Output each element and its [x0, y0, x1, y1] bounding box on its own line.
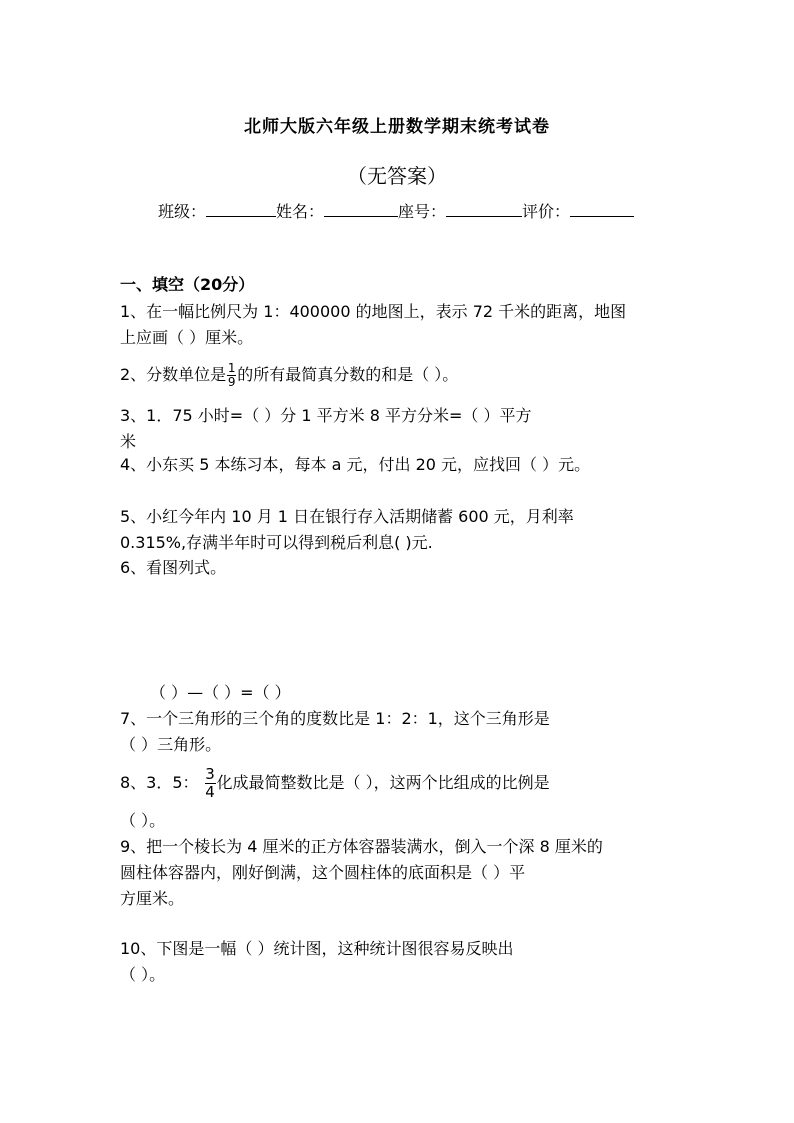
fraction-numerator: 3	[205, 765, 215, 783]
fraction-circles-figure	[0, 585, 794, 675]
question-1-line-2: 上应画（ ）厘米。	[120, 328, 254, 347]
question-2-before: 2、分数单位是	[120, 365, 227, 384]
name-field[interactable]	[324, 200, 398, 217]
seat-label: 座号：	[398, 202, 447, 221]
question-8-line-2: （ ）。	[120, 811, 166, 830]
score-field[interactable]	[570, 200, 634, 217]
question-5-line-2: 0.315%,存满半年时可以得到税后利息( )元.	[120, 533, 433, 552]
question-3-line-1: 3、1．75 小时=（ ）分 1 平方米 8 平方分米=（ ）平方	[120, 406, 532, 425]
fraction-denominator: 9	[227, 375, 236, 389]
question-10-line-2: （ ）。	[120, 965, 166, 984]
question-10-line-1: 10、下图是一幅（ ）统计图，这种统计图很容易反映出	[120, 939, 514, 958]
student-info-row	[158, 199, 634, 225]
class-field[interactable]	[206, 200, 276, 217]
question-6: 6、看图列式。	[120, 558, 227, 577]
class-label: 班级：	[158, 202, 207, 221]
question-9-line-1: 9、把一个棱长为 4 厘米的正方体容器装满水，倒入一个深 8 厘米的	[120, 837, 603, 856]
question-3-line-2: 米	[120, 432, 137, 451]
score-label: 评价：	[522, 202, 571, 221]
question-2	[120, 362, 458, 389]
name-label: 姓名：	[276, 202, 325, 221]
question-7-line-1: 7、一个三角形的三个角的度数比是 1：2：1，这个三角形是	[120, 709, 550, 728]
question-9-line-2: 圆柱体容器内，刚好倒满，这个圆柱体的底面积是（ ）平	[120, 863, 526, 882]
fraction-numerator: 1	[227, 361, 236, 375]
fraction-denominator: 4	[205, 783, 215, 801]
question-4: 4、小东买 5 本练习本，每本 a 元，付出 20 元，应找回（ ）元。	[120, 455, 591, 474]
page-subtitle: （无答案）	[347, 164, 447, 188]
question-9-line-3: 方厘米。	[120, 889, 185, 908]
seat-field[interactable]	[446, 200, 522, 217]
question-1-line-1: 1、在一幅比例尺为 1：400000 的地图上，表示 72 千米的距离，地图	[120, 302, 627, 321]
section-heading: 一、填空（20分）	[120, 275, 255, 294]
question-6-formula: （ ）—（ ）=（ ）	[150, 683, 291, 702]
question-7-line-2: （ ）三角形。	[120, 735, 222, 754]
question-8-line-1	[120, 766, 550, 801]
fraction-three-quarters	[205, 766, 216, 801]
question-2-after: 的所有最简真分数的和是（ ）。	[237, 365, 459, 384]
question-8-after: 化成最简整数比是（ ），这两个比组成的比例是	[216, 773, 550, 792]
page-title: 北师大版六年级上册数学期末统考试卷	[244, 117, 550, 137]
question-5-line-1: 5、小红今年内 10 月 1 日在银行存入活期储蓄 600 元，月利率	[120, 507, 574, 526]
fraction-one-ninth	[227, 362, 236, 389]
question-8-before: 8、3．5：	[120, 773, 199, 792]
